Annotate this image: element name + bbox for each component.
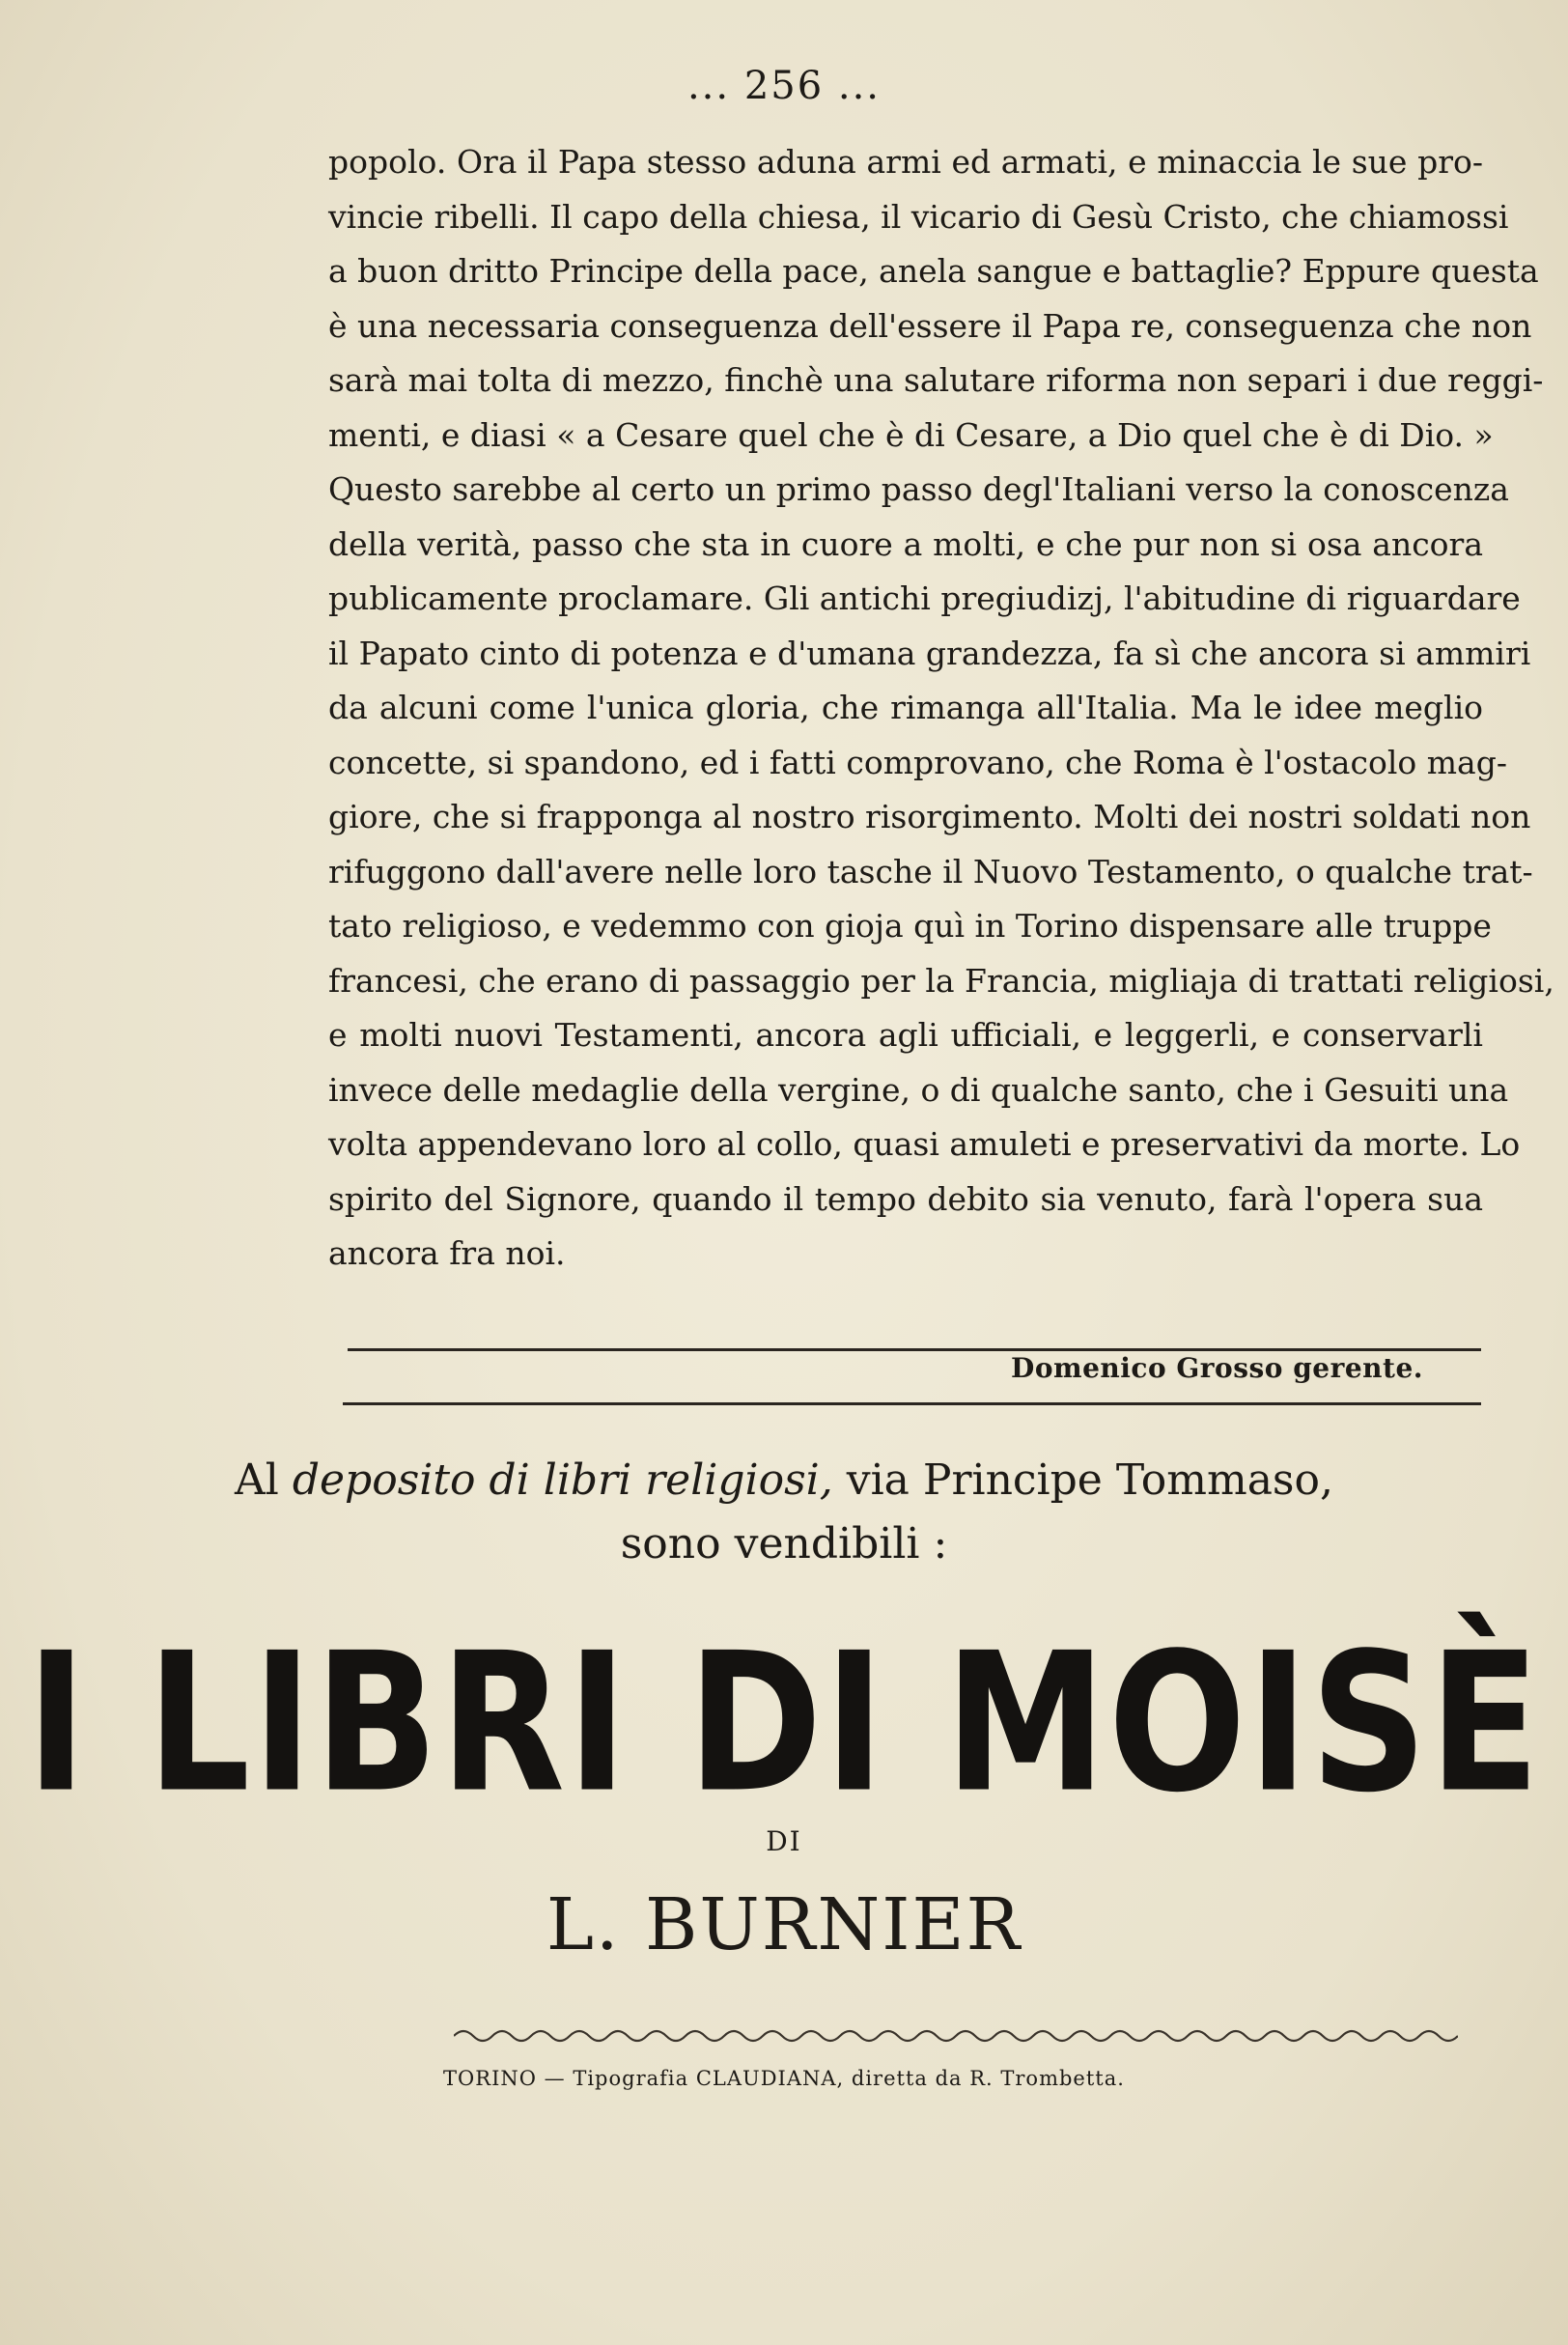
notice-suffix: via Principe Tommaso, xyxy=(832,1455,1333,1505)
body-line: popolo. Ora il Papa stesso aduna armi ed armati, e minaccia le sue pro- xyxy=(328,143,1483,181)
body-line: tato religioso, e vedemmo con gioja quì in Torino dispensare alle truppe xyxy=(328,907,1492,945)
body-line: concette, si spandono, ed i fatti comprovano, che Roma è l'ostacolo mag- xyxy=(328,743,1507,781)
body-text xyxy=(328,135,1554,1282)
body-line: da alcuni come l'unica gloria, che rimanga all'Italia. Ma le idee meglio xyxy=(328,689,1483,726)
body-line: sarà mai tolta di mezzo, finchè una salutare riforma non separi i due reggi- xyxy=(328,361,1544,399)
sale-notice xyxy=(0,1449,1568,1576)
body-line: rifuggono dall'avere nelle loro tasche il Nuovo Testamento, o qualche trat- xyxy=(328,852,1533,890)
body-line: francesi, che erano di passaggio per la Francia, migliaja di trattati religiosi, xyxy=(328,961,1554,1000)
body-line: e molti nuovi Testamenti, ancora agli ufficiali, e leggerli, e conservarli xyxy=(328,1016,1483,1054)
notice-line-2: sono vendibili : xyxy=(620,1519,948,1568)
notice-line-1 xyxy=(0,1449,1568,1512)
divider-top xyxy=(348,1348,1481,1351)
notice-italic: deposito di libri religiosi, xyxy=(292,1455,833,1505)
body-line: ancora fra noi. xyxy=(328,1234,566,1272)
imprint: TORINO — Tipografia CLAUDIANA, diretta da R. Trombetta. xyxy=(443,2067,1125,2090)
body-line: volta appendevano loro al collo, quasi amuleti e preservativi da morte. Lo xyxy=(328,1125,1521,1163)
body-line: il Papato cinto di potenza e d'umana grandezza, fa sì che ancora si ammiri xyxy=(328,634,1531,672)
body-line: a buon dritto Principe della pace, anela sangue e battaglie? Eppure questa xyxy=(328,252,1539,290)
body-line: giore, che si frapponga al nostro risorgimento. Molti dei nostri soldati non xyxy=(328,798,1531,835)
author-name: L. BURNIER xyxy=(546,1883,1022,1966)
body-line: invece delle medaglie della vergine, o di qualche santo, che i Gesuiti una xyxy=(328,1070,1509,1109)
signature: Domenico Grosso gerente. xyxy=(1011,1352,1423,1384)
body-line: Questo sarebbe al certo un primo passo degl'Italiani verso la conoscenza xyxy=(328,470,1509,508)
divider-bottom xyxy=(343,1402,1481,1405)
notice-prefix: Al xyxy=(235,1455,293,1505)
page-number: ... 256 ... xyxy=(686,64,882,108)
by-line: DI xyxy=(766,1825,802,1857)
body-line: menti, e diasi « a Cesare quel che è di Cesare, a Dio quel che è di Dio. » xyxy=(328,415,1494,454)
body-line: della verità, passo che sta in cuore a molti, e che pur non si osa ancora xyxy=(328,524,1483,563)
ornament-rule xyxy=(454,2023,1458,2048)
book-title: I LIBRI DI MOISÈ xyxy=(26,1611,1542,1835)
body-line: publicamente proclamare. Gli antichi pregiudizj, l'abitudine di riguardare xyxy=(328,579,1521,617)
body-line: è una necessaria conseguenza dell'essere il Papa re, conseguenza che non xyxy=(328,306,1532,345)
body-line: vincie ribelli. Il capo della chiesa, il vicario di Gesù Cristo, che chiamossi xyxy=(328,197,1509,236)
body-line: spirito del Signore, quando il tempo debito sia venuto, farà l'opera sua xyxy=(328,1179,1483,1218)
